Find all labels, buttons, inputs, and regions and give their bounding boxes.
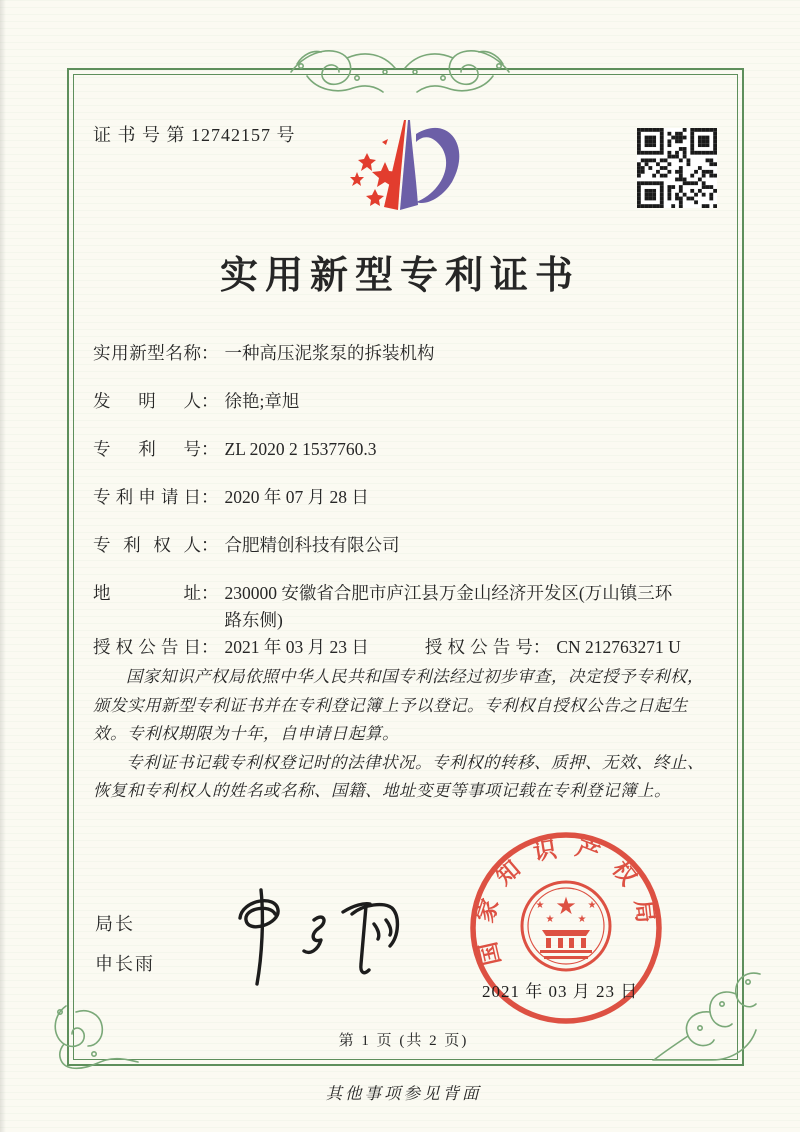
legal-paragraph-1: 国家知识产权局依照中华人民共和国专利法经过初步审查，决定授予专利权，颁发实用新型专利证书并在专利登记簿上予以登记。专利权自授权公告之日起生效。专利权期限为十年，自申请日起算。 (93, 667, 704, 743)
field-row-filing-date (93, 484, 713, 511)
svg-text:★: ★ (587, 900, 597, 911)
seal-ring-text: 国家知识产权局 (471, 834, 660, 968)
field-value: 徐艳;章旭 (224, 391, 300, 411)
national-emblem-icon (522, 882, 610, 970)
field-colon: ： (201, 487, 219, 507)
field-label: 实用新型名称 (93, 343, 201, 363)
field-value: CN 212763271 U (556, 637, 681, 657)
grant-date-pair (93, 634, 369, 661)
field-row-patent-number (93, 436, 713, 463)
field-row-address (93, 580, 713, 634)
seal-date: 2021 年 03 月 23 日 (482, 982, 639, 1001)
field-value: ZL 2020 2 1537760.3 (224, 439, 377, 459)
certificate-title: 实用新型专利证书 (219, 255, 580, 297)
field-row-patentee (93, 532, 713, 559)
field-label: 授权公告号 (424, 637, 533, 657)
field-label: 地址 (93, 583, 201, 603)
field-list (93, 340, 713, 661)
commissioner-block (95, 910, 155, 990)
grant-number-pair (425, 634, 681, 661)
field-label: 专利号 (93, 439, 201, 459)
page-number: 第 1 页 (共 2 页) (338, 1033, 469, 1049)
field-value: 230000 安徽省合肥市庐江县万金山经济开发区(万山镇三环路东侧) (224, 583, 673, 630)
field-colon: ： (201, 439, 219, 459)
certificate-number: 证 书 号 第 12742157 号 (93, 125, 296, 145)
back-note: 其他事项参见背面 (325, 1084, 482, 1103)
legal-paragraph-2: 专利证书记载专利权登记时的法律状况。专利权的转移、质押、无效、终止、恢复和专利权人的姓名或名称、国籍、地址变更等事项记载在专利登记簿上。 (93, 752, 704, 800)
svg-text:★: ★ (535, 900, 545, 911)
field-colon: ： (201, 535, 219, 555)
field-value: 合肥精创科技有限公司 (224, 535, 400, 555)
field-value: 2020 年 07 月 28 日 (224, 487, 369, 507)
svg-text:★: ★ (577, 914, 587, 925)
field-colon: ： (201, 343, 219, 363)
commissioner-title: 局长 (95, 914, 135, 934)
field-colon: ： (201, 391, 219, 411)
top-scroll-ornament-icon (287, 42, 513, 100)
signature-handwriting-icon (212, 878, 412, 993)
commissioner-name: 申长雨 (95, 954, 155, 974)
grant-row (93, 634, 713, 661)
field-label: 专利权人 (93, 535, 201, 555)
field-colon: ： (201, 583, 219, 603)
field-label: 授权公告日 (93, 637, 201, 657)
field-value: 一种高压泥浆泵的拆装机构 (224, 343, 435, 363)
svg-text:★: ★ (545, 914, 555, 925)
qr-code (637, 128, 717, 208)
field-label: 专利申请日 (93, 487, 201, 507)
field-label: 发明人 (93, 391, 201, 411)
field-value: 2021 年 03 月 23 日 (224, 637, 369, 657)
field-colon: ： (532, 637, 551, 657)
svg-text:★: ★ (555, 892, 577, 920)
field-row-invention-name (93, 340, 713, 367)
legal-text (93, 663, 711, 806)
field-colon: ： (201, 637, 219, 657)
cnipa-logo-icon (330, 106, 475, 234)
field-row-inventor (93, 388, 713, 415)
